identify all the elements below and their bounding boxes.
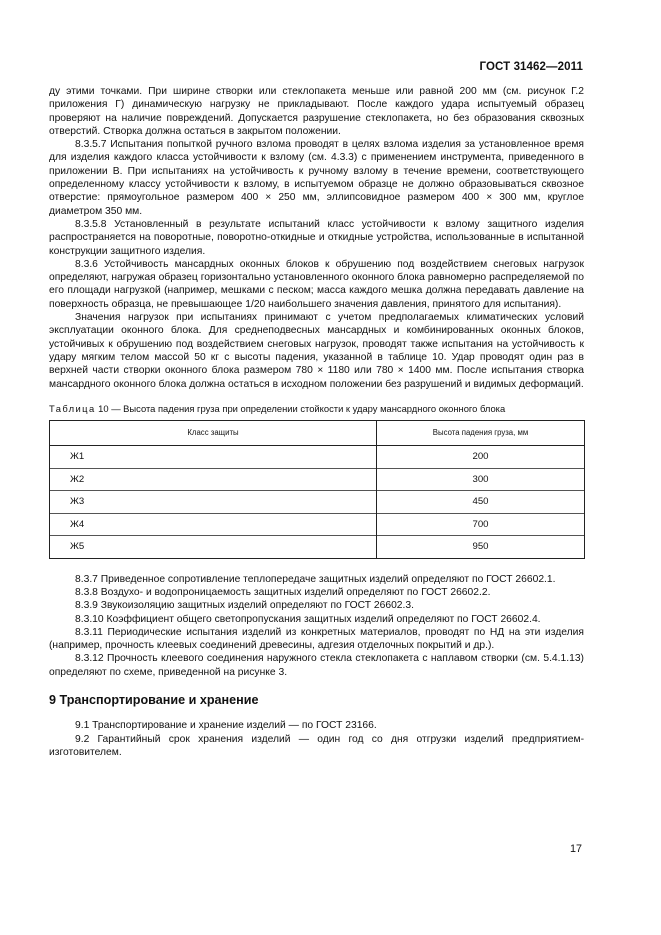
paragraph: 8.3.6 Устойчивость мансардных оконных блоков к обрушению под воздействием снеговых нагрузок определяют, нагружая образец горизонтально установленного оконного блока равномерно распределяемой по его площади нагрузкой (например, мешками с песком; масса каждого мешка должна передавать давление на поверхность образца, не превышающее 1/20 наибольшего значения давления, принятого для испытания). <box>49 258 584 310</box>
table-caption <box>49 402 584 415</box>
doc-header: ГОСТ 31462—2011 <box>479 61 583 73</box>
table-row <box>50 446 585 469</box>
paragraph: 8.3.5.7 Испытания попыткой ручного взлома проводят в целях взлома изделия за установленное время для изделия каждого класса устойчивости к взлому (см. 4.3.3) с применением инструмента, приведенного в приложении В. При испытаниях на устойчивость к ручному взлому в течение времени, соответствующего определенному классу устойчивости к взлому, в испытуемом образце не должно образовываться сквозное отверстие: прямоугольное размером 400 × 250 мм, эллипсовидное размером 400 × 300 мм, круглое диаметром 350 мм. <box>49 139 584 217</box>
table-header-row <box>50 421 585 446</box>
table-row <box>50 513 585 536</box>
table-row <box>50 536 585 559</box>
table-row <box>50 491 585 514</box>
paragraph: 9.2 Гарантийный срок хранения изделий — один год со дня отгрузки изделий предприятием-изготовителем. <box>49 733 584 758</box>
paragraph: 8.3.10 Коэффициент общего светопропускания защитных изделий определяют по ГОСТ 26602.4. <box>75 613 541 625</box>
table-caption-prefix: Таблица <box>49 402 96 414</box>
paragraph: 9.1 Транспортирование и хранение изделий — по ГОСТ 23166. <box>75 720 377 732</box>
paragraph: 8.3.8 Воздухо- и водопроницаемость защитных изделий определяют по ГОСТ 26602.2. <box>75 586 491 598</box>
paragraph: 8.3.9 Звукоизоляцию защитных изделий определяют по ГОСТ 26602.3. <box>75 600 414 612</box>
table-cell: Ж3 <box>50 491 377 514</box>
paragraph: ду этими точками. При ширине створки или стеклопакета меньше или равной 200 мм (см. рисунок Г.2 приложения Г) динамическую нагрузку не прикладывают. После каждого удара испытуемый образец проверяют на наличие повреждений. Допускается разрушение стеклопакета, но без образования сквозных отверстий. Створка должна остаться в закрытом положении. <box>49 86 584 137</box>
table-cell: Ж4 <box>50 513 377 536</box>
table-cell: Ж2 <box>50 468 377 491</box>
table-cell: 950 <box>377 536 585 559</box>
table-row <box>50 468 585 491</box>
document-body <box>49 85 584 759</box>
table-cell: Ж1 <box>50 446 377 469</box>
paragraph: 8.3.5.8 Установленный в результате испытаний класс устойчивости к взлому защитного изделия распространяется на поворотные, поворотно-откидные и откидные устройства, использованные в испытанной конструкции защитного изделия. <box>49 218 584 257</box>
section-heading: 9 Транспортирование и хранение <box>49 693 259 707</box>
paragraph: 8.3.12 Прочность клеевого соединения наружного стекла стеклопакета с наплавом створки (см. 5.4.1.13) определяют по схеме, приведенной на рисунке 3. <box>49 653 584 678</box>
column-header-class: Класс защиты <box>50 421 377 446</box>
data-table <box>49 420 585 559</box>
table-cell: 200 <box>377 446 585 469</box>
paragraph: 8.3.7 Приведенное сопротивление теплопередаче защитных изделий определяют по ГОСТ 26602.1. <box>75 573 556 585</box>
table-cell: 300 <box>377 468 585 491</box>
table-caption-text: 10 — Высота падения груза при определении стойкости к удару мансардного оконного блока <box>95 402 506 414</box>
table-cell: 450 <box>377 491 585 514</box>
page-number: 17 <box>569 843 582 855</box>
paragraph: Значения нагрузок при испытаниях принимают с учетом предполагаемых климатических условий эксплуатации оконного блока. Для среднеподвесных мансардных и комбинированных оконных блоков, устойчивых к обрушению под воздействием снеговых нагрузок, проводят также испытания на устойчивость к удару мягким телом массой 50 кг с высоты падения, указанной в таблице 10. Удар проводят один раз в верхней части створки оконного блока размером 780 × 1180 или 780 × 1400 мм. После испытания створка мансардного оконного блока должна остаться в исходном положении без разрушений и видимых деформаций. <box>49 312 584 390</box>
paragraph: 8.3.11 Периодические испытания изделий из конкретных материалов, проводят по НД на эти изделия (например, прочность клеевых соединений древесины, адгезия отделочных покрытий и др.). <box>49 626 584 652</box>
column-header-height: Высота падения груза, мм <box>377 421 585 446</box>
table-cell: 700 <box>377 513 585 536</box>
table-cell: Ж5 <box>50 536 377 559</box>
